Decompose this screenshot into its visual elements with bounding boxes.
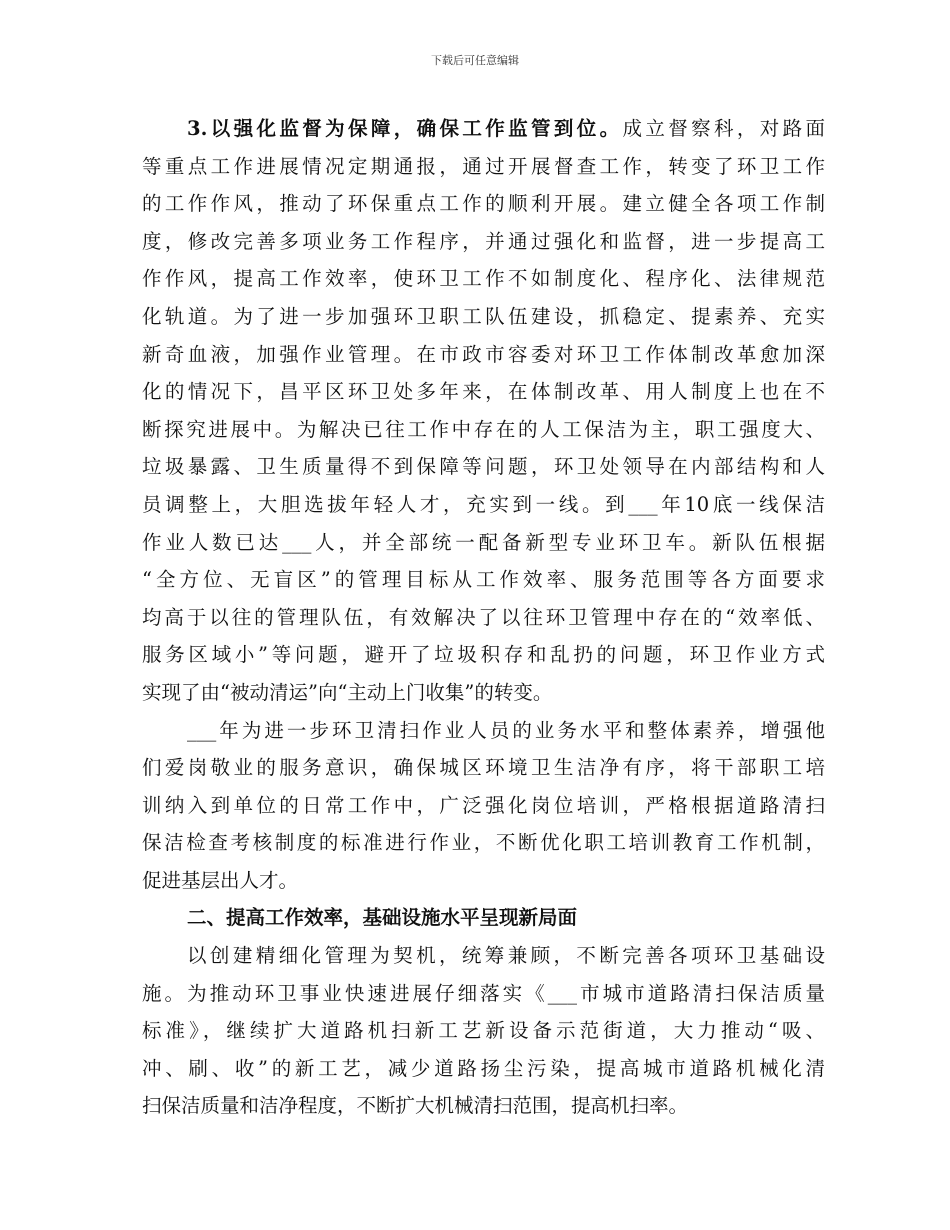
paragraph-line: 3.以强化监督为保障，确保工作监管到位。成立督察科，对路面 xyxy=(187,117,825,140)
paragraph-line: 的工作作风，推动了环保重点工作的顺利开展。建立健全各项工作制 xyxy=(142,192,825,216)
section-heading: 二、提高工作效率，基础设施水平呈现新局面 xyxy=(187,906,578,930)
paragraph-line: 作业人数已达___人，并全部统一配备新型专业环卫车。新队伍根据 xyxy=(142,530,825,554)
paragraph-line: 训纳入到单位的日常工作中，广泛强化岗位培训，严格根据道路清扫 xyxy=(142,793,825,817)
bold-lead: 3.以强化监督为保障，确保工作监管到位。 xyxy=(187,117,623,140)
page-header: 下载后可任意编辑 xyxy=(431,54,519,67)
paragraph-line: 新奇血液，加强作业管理。在市政市容委对环卫工作体制改革愈加深 xyxy=(142,342,825,366)
paragraph-line: 们爱岗敬业的服务意识，确保城区环境卫生洁净有序，将干部职工培 xyxy=(142,756,825,780)
paragraph-line: 促进基层出人才。 xyxy=(142,868,299,892)
paragraph-supervision xyxy=(142,110,825,712)
paragraph-line: 垃圾暴露、卫生质量得不到保障等问题，环卫处领导在内部结构和人 xyxy=(142,455,825,479)
paragraph-line: 均高于以往的管理队伍，有效解决了以往环卫管理中存在的“效率低、 xyxy=(142,605,825,629)
paragraph-line: 作作风，提高工作效率，使环卫工作不如制度化、程序化、法律规范 xyxy=(142,267,825,291)
paragraph-training xyxy=(142,712,825,900)
paragraph-line: 断探究进展中。为解决已往工作中存在的人工保洁为主，职工强度大、 xyxy=(142,417,825,441)
paragraph-line: 保洁检查考核制度的标准进行作业，不断优化职工培训教育工作机制， xyxy=(142,831,825,855)
paragraph-line: 度，修改完善多项业务工作程序，并通过强化和监督，进一步提高工 xyxy=(142,229,825,253)
paragraph-line: 以创建精细化管理为契机，统筹兼顾，不断完善各项环卫基础设 xyxy=(187,944,825,968)
paragraph-line: 化的情况下，昌平区环卫处多年来，在体制改革、用人制度上也在不 xyxy=(142,380,825,404)
paragraph-line: 实现了由“被动清运”向“主动上门收集”的转变。 xyxy=(142,680,553,704)
paragraph-line: 标准》，继续扩大道路机扫新工艺新设备示范街道，大力推动“吸、 xyxy=(142,1019,825,1043)
paragraph-line: 服务区域小”等问题，避开了垃圾积存和乱扔的问题，环卫作业方式 xyxy=(142,643,825,667)
paragraph-line: 员调整上，大胆选拔年轻人才，充实到一线。到___年10底一线保洁 xyxy=(142,492,825,516)
paragraph-infrastructure xyxy=(142,937,825,1125)
document-body xyxy=(142,110,825,1125)
paragraph-line: 化轨道。为了进一步加强环卫职工队伍建设，抓稳定、提素养、充实 xyxy=(142,304,825,328)
paragraph-line: 扫保洁质量和洁净程度，不断扩大机械清扫范围，提高机扫率。 xyxy=(142,1094,689,1118)
paragraph-line: 施。为推动环卫事业快速进展仔细落实《___市城市道路清扫保洁质量 xyxy=(142,981,825,1005)
paragraph-line: 冲、刷、收”的新工艺，减少道路扬尘污染，提高城市道路机械化清 xyxy=(142,1056,825,1080)
paragraph-line: 等重点工作进展情况定期通报，通过开展督查工作，转变了环卫工作 xyxy=(142,154,825,178)
paragraph-line: “全方位、无盲区”的管理目标从工作效率、服务范围等各方面要求 xyxy=(142,568,825,592)
paragraph-line: ___年为进一步环卫清扫作业人员的业务水平和整体素养，增强他 xyxy=(187,718,825,742)
